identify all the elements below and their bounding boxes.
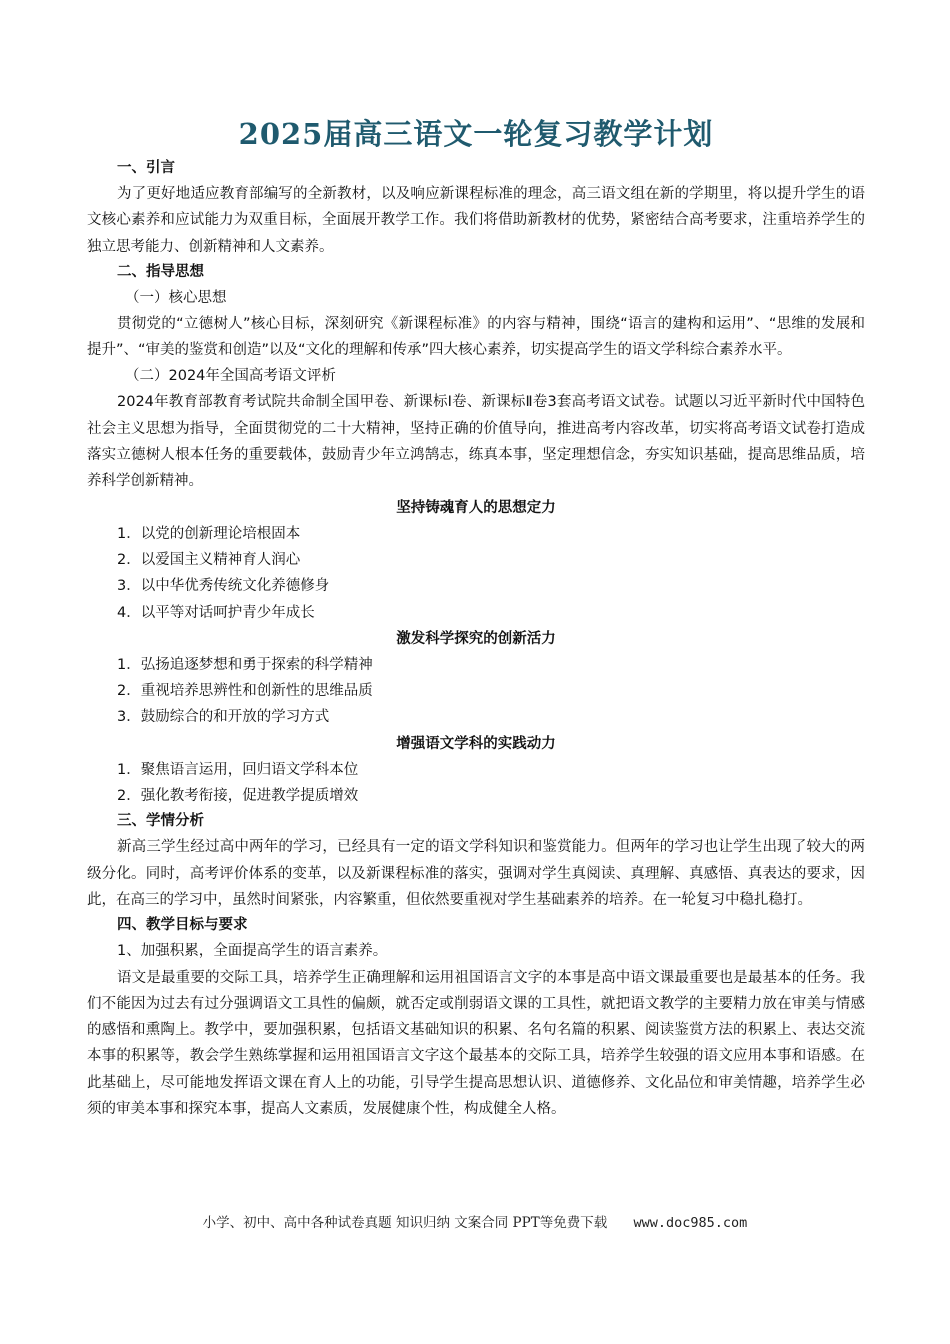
footer-text: 小学、初中、高中各种试卷真题 知识归纳 文案合同 PPT等免费下载 [202, 1215, 608, 1231]
document-title: 2025届高三语文一轮复习教学计划 [238, 117, 714, 151]
page-footer [0, 1211, 950, 1231]
intro-paragraph: 为了更好地适应教育部编写的全新教材，以及响应新课程标准的理念，高三语文组在新的学期里，将以提升学生的语文核心素养和应试能力为双重目标，全面展开教学工作。我们将借助新教材的优势，紧密结合高考要求，注重培养学生的独立思考能力、创新精神和人文素养。 [87, 186, 865, 255]
list-item: 3．以中华优秀传统文化养德修身 [117, 578, 330, 595]
list-item: 2．重视培养思辨性和创新性的思维品质 [117, 683, 373, 700]
list-item: 1．聚焦语言运用，回归语文学科本位 [117, 761, 359, 778]
footer-url[interactable]: www.doc985.com [633, 1215, 748, 1231]
subheading-core-idea: （一）核心思想 [125, 289, 227, 306]
goal-subheading: 1、加强积累，全面提高学生的语言素养。 [117, 943, 388, 960]
analysis-paragraph: 新高三学生经过高中两年的学习，已经具有一定的语文学科知识和鉴赏能力。但两年的学习也让学生出现了较大的两级分化。同时，高考评价体系的变革，以及新课程标准的落实，强调对学生真阅读、真理解、真感悟、真表达的要求，因此，在高三的学习中，虽然时间紧张，内容繁重，但依然要重视对学生基础素养的培养。在一轮复习中稳扎稳打。 [87, 839, 865, 908]
section-heading-intro: 一、引言 [117, 160, 175, 176]
core-idea-paragraph: 贯彻党的“立德树人”核心目标，深刻研究《新课程标准》的内容与精神，围绕“语言的建构和运用”、“思维的发展和提升”、“审美的鉴赏和创造”以及“文化的理解和传承”四大核心素养，切实提高学生的语文学科综合素养水平。 [87, 315, 865, 359]
list-item: 1．以党的创新理论培根固本 [117, 525, 301, 542]
list-item: 4．以平等对话呵护青少年成长 [117, 604, 315, 621]
list-item: 2．以爱国主义精神育人润心 [117, 551, 301, 568]
section-heading-analysis: 三、学情分析 [117, 813, 204, 830]
block-title-3: 增强语文学科的实践动力 [396, 735, 556, 752]
exam-review-paragraph: 2024年教育部教育考试院共命制全国甲卷、新课标Ⅰ卷、新课标Ⅱ卷3套高考语文试卷。试题以习近平新时代中国特色社会主义思想为指导，全面贯彻党的二十大精神，坚持正确的价值导向，推进高考内容改革，切实将高考语文试卷打造成落实立德树人根本任务的重要载体，鼓励青少年立鸿鹄志，练真本事，坚定理想信念，夯实知识基础，提高思维品质，培养科学创新精神。 [87, 394, 865, 490]
subheading-exam-review: （二）2024年全国高考语文评析 [125, 368, 336, 385]
section-heading-guide: 二、指导思想 [117, 263, 204, 280]
goal-paragraph: 语文是最重要的交际工具，培养学生正确理解和运用祖国语言文字的本事是高中语文课最重要也是最基本的任务。我们不能因为过去有过分强调语文工具性的偏颇，就否定或削弱语文课的工具性，就把语文教学的主要精力放在审美与情感的感悟和熏陶上。教学中，要加强积累，包括语文基础知识的积累、名句名篇的积累、阅读鉴赏方法的积累上、表达交流本事的积累等，教会学生熟练掌握和运用祖国语言文字这个最基本的交际工具，培养学生较强的语文应用本事和语感。在此基础上，尽可能地发挥语文课在育人上的功能，引导学生提高思想认识、道德修养、文化品位和审美情趣，培养学生必须的审美本事和探究本事，提高人文素质，发展健康个性，构成健全人格。 [87, 969, 865, 1118]
list-item: 3．鼓励综合的和开放的学习方式 [117, 709, 330, 726]
list-item: 2．强化教考衔接，促进教学提质增效 [117, 788, 359, 805]
section-heading-goals: 四、教学目标与要求 [117, 917, 248, 934]
list-item: 1．弘扬追逐梦想和勇于探索的科学精神 [117, 656, 373, 673]
block-title-2: 激发科学探究的创新活力 [396, 630, 556, 647]
block-title-1: 坚持铸魂育人的思想定力 [396, 499, 556, 516]
document-body [87, 112, 865, 1122]
